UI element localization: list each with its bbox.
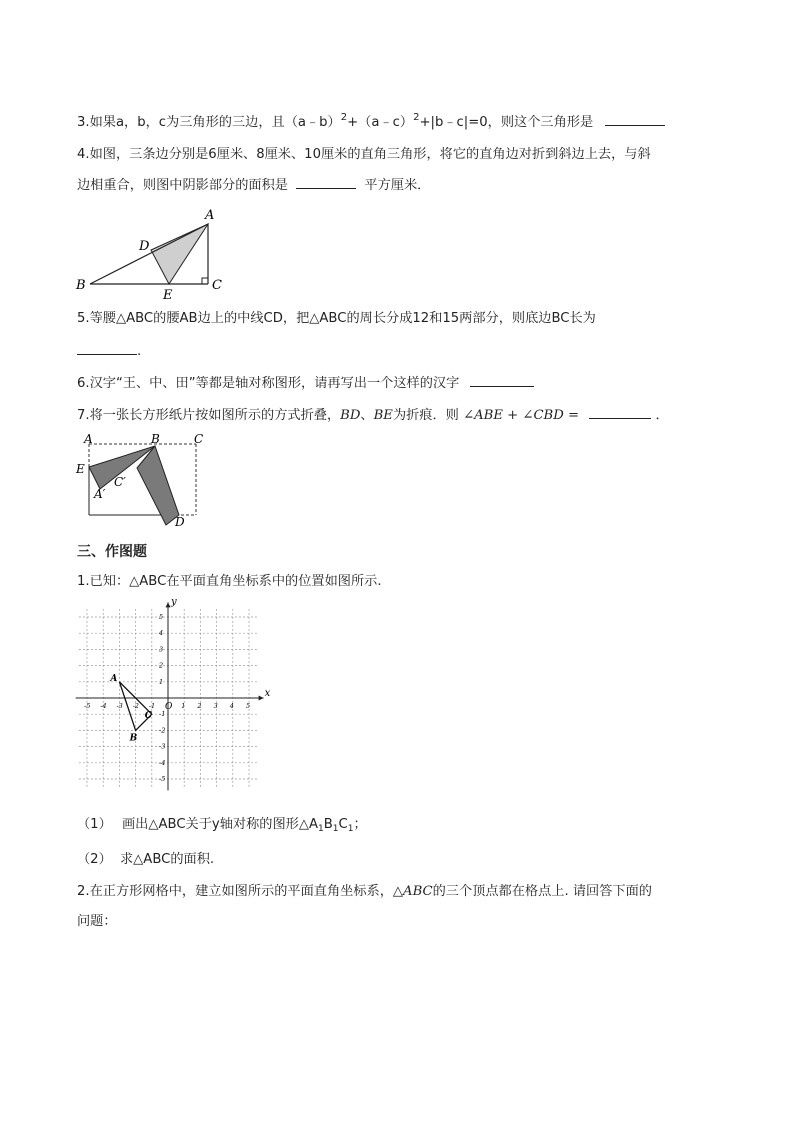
point-a-label: A [110, 673, 118, 684]
question-7 [77, 404, 669, 426]
problem-1-sub-1 [77, 815, 367, 839]
question-5-line-2 [77, 340, 141, 362]
question-6 [77, 372, 534, 394]
question-4-line-1 [77, 145, 651, 165]
axes [76, 602, 264, 790]
x-axis-arrow [259, 696, 264, 701]
q7-label-c: C [194, 432, 204, 446]
p1-sub2-text: 求△ABC的面积. [119, 852, 215, 867]
q4-right-angle-mark [202, 278, 208, 284]
x-tick-label: 1 [181, 702, 186, 710]
q6-answer-blank[interactable] [470, 372, 534, 387]
p1-sub1-end: ； [353, 817, 367, 832]
y-tick-label: 4 [159, 629, 164, 638]
y-tick-label: -2 [159, 726, 166, 735]
y-tick-label: 2 [159, 661, 164, 670]
q7-label-e: E [76, 462, 85, 476]
q7-angle-expression: ∠ABE + ∠CBD = [463, 408, 580, 423]
problem-2-line-2 [77, 912, 117, 932]
origin-label: O [165, 702, 173, 712]
q7-answer-blank[interactable] [589, 404, 651, 419]
question-3 [77, 108, 665, 133]
p1-sub2-number: （2） [77, 852, 112, 867]
coordinate-grid-figure [76, 596, 271, 798]
y-tick-label: -4 [159, 758, 166, 767]
p2-triangle-abc: △ABC [392, 884, 433, 899]
q7-label-c-prime: C′ [114, 475, 126, 489]
q7-label-a-prime: A′ [94, 487, 106, 501]
q4-shaded-region [151, 224, 208, 284]
q4-label-c: C [212, 278, 222, 293]
q7-label-a: A [84, 432, 93, 446]
q7-crease-bd: BD [340, 408, 361, 423]
q5-answer-blank[interactable] [77, 340, 137, 355]
q6-text: 6.汉字“王、中、田”等都是轴对称图形，请再写出一个这样的汉字 [77, 376, 460, 391]
q4-line-1-text: 4.如图，三条边分别是6厘米、8厘米、10厘米的直角三角形，将它的直角边对折到斜边上去，与斜 [77, 147, 651, 162]
q5-line-2-suffix: . [137, 344, 142, 359]
q3-mid: +（a﹣c） [347, 115, 414, 130]
q4-label-b: B [76, 278, 86, 293]
q3-prefix: 3.如果a，b，c为三角形的三边，且（a﹣b） [77, 115, 341, 130]
p1-sub1-number: （1） [77, 817, 112, 832]
x-tick-label: 3 [213, 702, 218, 710]
x-tick-label: -3 [116, 702, 123, 710]
q3-exponent-1: 2 [340, 112, 348, 123]
q4-side-ab [90, 224, 208, 284]
point-b-label: B [129, 733, 138, 744]
p1-sub1-b: B [323, 817, 333, 832]
q7-separator: 、 [360, 408, 374, 423]
p2-line-1-a: 2.在正方形网格中，建立如图所示的平面直角坐标系， [77, 884, 393, 899]
q7-end: ． [655, 408, 669, 423]
q4-line-2-suffix: 平方厘米． [364, 178, 431, 193]
q7-label-b: B [151, 432, 160, 446]
p1-sub1-c: C [338, 817, 348, 832]
q7-crease-be: BE [373, 408, 393, 423]
q7-label-d: D [175, 515, 185, 529]
q3-exponent-2: 2 [413, 112, 420, 123]
q3-answer-blank[interactable] [605, 111, 665, 126]
p1-sub1-subscript-a: 1 [318, 824, 324, 834]
x-tick-label: -5 [84, 702, 91, 710]
q4-answer-blank[interactable] [296, 174, 356, 189]
y-tick-label: -1 [159, 710, 166, 719]
p1-sub1-text: 画出△ABC关于y轴对称的图形△A [121, 817, 318, 832]
point-c-label: C [144, 711, 152, 722]
p2-line-1-b: 的三个顶点都在格点上. 请回答下面的 [432, 884, 652, 899]
q4-label-d: D [139, 239, 150, 254]
y-axis-arrow [166, 602, 171, 607]
x-tick-label: -2 [132, 702, 139, 710]
question-4-line-2 [77, 174, 430, 196]
q4-label-a: A [205, 208, 215, 223]
p1-sub1-subscript-b: 1 [332, 824, 339, 834]
y-tick-label: 3 [159, 645, 164, 654]
q4-label-e: E [163, 288, 173, 303]
q4-line-2-prefix: 边相重合，则图中阴影部分的面积是 [77, 178, 288, 193]
y-tick-label: -3 [159, 742, 166, 751]
q7-folded-rectangle-figure [74, 432, 214, 532]
problem-1-statement [77, 572, 382, 592]
q5-line-1-text: 5.等腰△ABC的腰AB边上的中线CD，把△ABC的周长分成12和15两部分，则底边BC长为 [77, 311, 596, 326]
problem-2-line-1 [77, 882, 652, 902]
question-5-line-1 [77, 309, 596, 329]
q3-suffix: +|b﹣c|=0，则这个三角形是 [419, 115, 594, 130]
q7-text-a: 7.将一张长方形纸片按如图所示的方式折叠， [77, 408, 341, 423]
x-tick-label: 4 [229, 702, 234, 710]
y-tick-label: 5 [159, 613, 164, 621]
p2-line-2: 问题： [77, 914, 117, 929]
problem-1-sub-2 [77, 850, 214, 870]
x-tick-label: 2 [197, 702, 202, 710]
x-tick-label: 5 [246, 702, 251, 710]
q7-folded-flap-right [137, 446, 179, 525]
section-3-heading: 三、作图题 [77, 544, 147, 560]
x-tick-label: -1 [148, 702, 156, 710]
q7-text-b: 为折痕．则 [392, 408, 459, 423]
x-tick-label: -4 [100, 702, 107, 710]
y-axis-label: y [171, 596, 177, 608]
x-axis-label: x [264, 688, 271, 699]
p1-sub1-subscript-c: 1 [347, 824, 354, 834]
q4-triangle-figure [72, 205, 242, 305]
y-tick-label: -5 [159, 775, 166, 783]
p1-text: 1.已知：△ABC在平面直角坐标系中的位置如图所示. [77, 574, 382, 589]
y-tick-label: 1 [159, 677, 164, 686]
